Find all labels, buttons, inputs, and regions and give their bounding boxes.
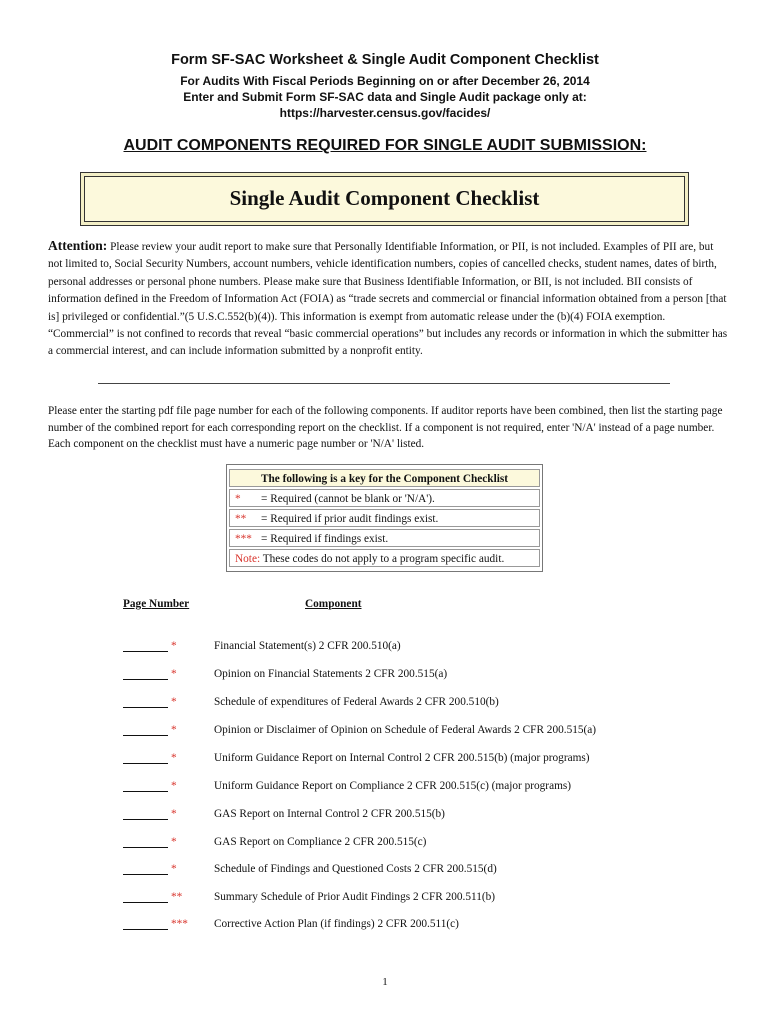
requirement-mark: ** bbox=[171, 891, 183, 903]
page-number-field[interactable] bbox=[123, 808, 168, 820]
component-row bbox=[0, 808, 770, 824]
component-label: Corrective Action Plan (if findings) 2 CFR 200.511(c) bbox=[214, 918, 459, 930]
component-label: Schedule of Findings and Questioned Costs 2 CFR 200.515(d) bbox=[214, 863, 497, 875]
component-label: Opinion on Financial Statements 2 CFR 200.515(a) bbox=[214, 668, 448, 680]
separator-line bbox=[98, 383, 670, 384]
component-row bbox=[0, 640, 770, 656]
requirement-mark: * bbox=[171, 780, 177, 792]
column-header-component: Component bbox=[305, 598, 362, 610]
key-row-required bbox=[229, 489, 540, 507]
key-note bbox=[229, 549, 540, 567]
component-row bbox=[0, 724, 770, 740]
attention-text: Please review your audit report to make sure that Personally Identifiable Information, or PII, is not included. Examples of PII are, but not limited to, Social Security Numbers, account numbers, vehicle identification numbers, copies of cancelled checks, student names, dates of birth, personal addresses or personal phone numbers. Please make sure that Business Identifiable Information, or BII, is not included. BII consists of information defined in the Freedom of Information Act (FOIA) as “trade secrets and commercial or financial information obtained from a person [that is] privileged or confidential.”(5 U.S.C.552(b)(4)). This information is exempt from automatic release under the (b)(4) FOIA exemption. “Commercial” is not confined to records that reveal “basic commercial operations” but includes any records or information in which the submitter has a commercial interest, and can include information submitted by a nonprofit entity. bbox=[48, 241, 728, 358]
component-label: GAS Report on Compliance 2 CFR 200.515(c) bbox=[214, 836, 427, 848]
requirement-mark: * bbox=[171, 640, 177, 652]
component-label: Schedule of expenditures of Federal Awards 2 CFR 200.510(b) bbox=[214, 696, 499, 708]
key-note-text: These codes do not apply to a program specific audit. bbox=[262, 553, 505, 565]
submission-url[interactable]: https://harvester.census.gov/facides/ bbox=[279, 106, 491, 120]
requirement-mark: * bbox=[171, 808, 177, 820]
component-row bbox=[0, 918, 770, 934]
page-number: 1 bbox=[382, 976, 388, 988]
component-row bbox=[0, 836, 770, 852]
requirement-mark: *** bbox=[171, 918, 188, 930]
page-number-field[interactable] bbox=[123, 752, 168, 764]
fiscal-period-subtitle: For Audits With Fiscal Periods Beginning on or after December 26, 2014 bbox=[180, 74, 590, 88]
attention-label: Attention: bbox=[48, 238, 108, 253]
component-row bbox=[0, 863, 770, 879]
requirement-mark: * bbox=[171, 863, 177, 875]
key-table-title: The following is a key for the Component Checklist bbox=[229, 469, 540, 487]
page-number-field[interactable] bbox=[123, 640, 168, 652]
requirement-mark: * bbox=[171, 696, 177, 708]
component-label: Opinion or Disclaimer of Opinion on Schedule of Federal Awards 2 CFR 200.515(a) bbox=[214, 724, 597, 736]
component-row bbox=[0, 668, 770, 684]
column-header-page-number: Page Number bbox=[123, 598, 190, 610]
key-table bbox=[226, 464, 543, 572]
component-label: Uniform Guidance Report on Compliance 2 CFR 200.515(c) (major programs) bbox=[214, 780, 572, 792]
component-label: GAS Report on Internal Control 2 CFR 200.515(b) bbox=[214, 808, 445, 820]
key-row-findings bbox=[229, 529, 540, 547]
key-code: *** bbox=[235, 533, 252, 545]
component-row bbox=[0, 780, 770, 796]
section-heading: AUDIT COMPONENTS REQUIRED FOR SINGLE AUDIT SUBMISSION: bbox=[123, 137, 647, 154]
key-note-label: Note: bbox=[235, 553, 261, 565]
page-number-field[interactable] bbox=[123, 863, 168, 875]
submission-subtitle: Enter and Submit Form SF-SAC data and Single Audit package only at: bbox=[183, 90, 587, 104]
page-number-field[interactable] bbox=[123, 918, 168, 930]
requirement-mark: * bbox=[171, 752, 177, 764]
key-text: = Required (cannot be blank or 'N/A'). bbox=[261, 493, 435, 505]
key-code: * bbox=[235, 493, 241, 505]
requirement-mark: * bbox=[171, 724, 177, 736]
page-number-field[interactable] bbox=[123, 780, 168, 792]
instructions-paragraph: Please enter the starting pdf file page number for each of the following components. If auditor reports have been combined, then list the starting page number of the combined report for each corresponding report on the checklist. If a component is not required, enter 'N/A' instead of a page number. Each component on the checklist must have a numeric page number or 'N/A' listed. bbox=[48, 405, 723, 451]
requirement-mark: * bbox=[171, 836, 177, 848]
requirement-mark: * bbox=[171, 668, 177, 680]
component-row bbox=[0, 696, 770, 712]
key-row-prior-findings bbox=[229, 509, 540, 527]
key-text: = Required if findings exist. bbox=[261, 533, 389, 545]
form-title: Form SF-SAC Worksheet & Single Audit Component Checklist bbox=[171, 52, 599, 68]
component-row bbox=[0, 752, 770, 768]
attention-paragraph bbox=[48, 237, 728, 361]
page-number-field[interactable] bbox=[123, 696, 168, 708]
key-text: = Required if prior audit findings exist. bbox=[261, 513, 439, 525]
page-number-field[interactable] bbox=[123, 668, 168, 680]
component-label: Summary Schedule of Prior Audit Findings 2 CFR 200.511(b) bbox=[214, 891, 496, 903]
page-number-field[interactable] bbox=[123, 891, 168, 903]
page-number-field[interactable] bbox=[123, 724, 168, 736]
checklist-banner-title: Single Audit Component Checklist bbox=[229, 186, 540, 210]
key-code: ** bbox=[235, 513, 247, 525]
page-number-field[interactable] bbox=[123, 836, 168, 848]
component-row bbox=[0, 891, 770, 907]
component-label: Financial Statement(s) 2 CFR 200.510(a) bbox=[214, 640, 401, 652]
component-label: Uniform Guidance Report on Internal Control 2 CFR 200.515(b) (major programs) bbox=[214, 752, 590, 764]
